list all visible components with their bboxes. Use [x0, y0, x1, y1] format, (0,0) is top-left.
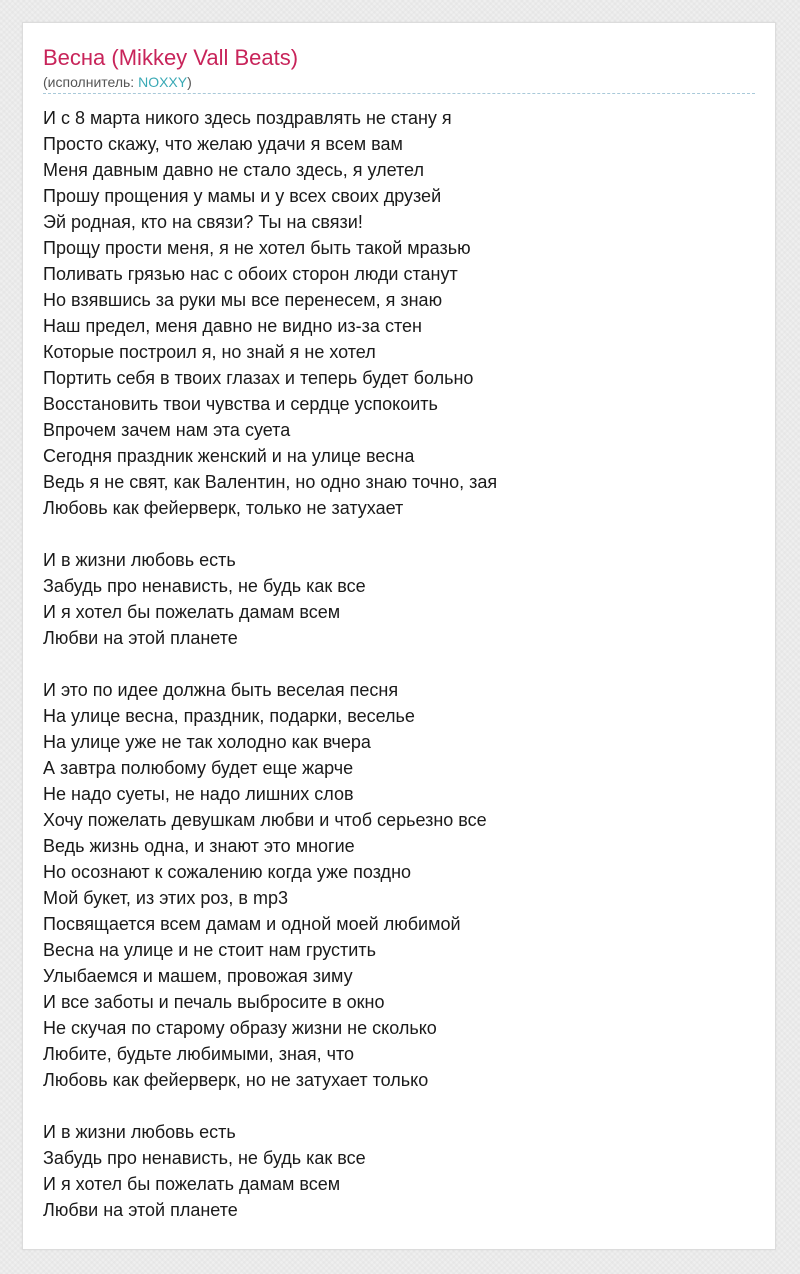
- lyric-line: И с 8 марта никого здесь поздравлять не стану я: [43, 108, 452, 128]
- lyric-line: На улице весна, праздник, подарки, веселье: [43, 706, 415, 726]
- lyric-line: И в жизни любовь есть: [43, 1122, 236, 1142]
- lyric-line: Прошу прощения у мамы и у всех своих друзей: [43, 186, 442, 206]
- lyric-line: Весна на улице и не стоит нам грустить: [43, 940, 376, 960]
- artist-line: [43, 73, 192, 91]
- lyrics-text: [43, 105, 757, 1249]
- lyric-line: Любите, будьте любимыми, зная, что: [43, 1044, 355, 1064]
- lyric-line: Эй родная, кто на связи? Ты на связи!: [43, 212, 363, 232]
- lyric-line: И я хотел бы пожелать дамам всем: [43, 1174, 341, 1194]
- lyric-line: Забудь про ненависть, не будь как все: [43, 576, 366, 596]
- lyrics-card: [22, 22, 776, 1250]
- lyric-line: Любовь как фейерверк, но не затухает только: [43, 1070, 429, 1090]
- lyrics-stanza: [43, 547, 757, 651]
- artist-suffix: ): [187, 74, 192, 90]
- lyric-line: Сегодня праздник женский и на улице весна: [43, 446, 415, 466]
- lyric-line: Наш предел, меня давно не видно из-за стен: [43, 316, 422, 336]
- artist-link[interactable]: NOXXY: [138, 74, 188, 90]
- lyric-line: Меня давным давно не стало здесь, я улетел: [43, 160, 424, 180]
- lyric-line: И это по идее должна быть веселая песня: [43, 680, 399, 700]
- lyric-line: Портить себя в твоих глазах и теперь будет больно: [43, 368, 474, 388]
- lyric-line: Не надо суеты, не надо лишних слов: [43, 784, 354, 804]
- lyrics-stanza: [43, 1119, 757, 1223]
- lyric-line: Посвящается всем дамам и одной моей любимой: [43, 914, 461, 934]
- lyric-line: Но взявшись за руки мы все перенесем, я знаю: [43, 290, 443, 310]
- lyric-line: Восстановить твои чувства и сердце успокоить: [43, 394, 438, 414]
- lyric-line: Но осознают к сожалению когда уже поздно: [43, 862, 412, 882]
- song-title: Весна (Mikkey Vall Beats): [43, 45, 299, 70]
- lyric-line: Любви на этой планете: [43, 628, 238, 648]
- lyric-line: Ведь я не свят, как Валентин, но одно знаю точно, зая: [43, 472, 498, 492]
- title-divider: [43, 93, 755, 94]
- lyric-line: Любовь как фейерверк, только не затухает: [43, 498, 404, 518]
- lyric-line: А завтра полюбому будет еще жарче: [43, 758, 354, 778]
- lyric-line: Мой букет, из этих роз, в mp3: [43, 888, 288, 908]
- lyrics-stanza: [43, 105, 757, 521]
- lyric-line: Хочу пожелать девушкам любви и чтоб серьезно все: [43, 810, 487, 830]
- lyric-line: Впрочем зачем нам эта суета: [43, 420, 291, 440]
- lyric-line: И в жизни любовь есть: [43, 550, 236, 570]
- lyrics-stanza: [43, 677, 757, 1093]
- lyric-line: На улице уже не так холодно как вчера: [43, 732, 371, 752]
- lyric-line: И все заботы и печаль выбросите в окно: [43, 992, 385, 1012]
- lyric-line: И я хотел бы пожелать дамам всем: [43, 602, 341, 622]
- lyric-line: Забудь про ненависть, не будь как все: [43, 1148, 366, 1168]
- lyric-line: Любви на этой планете: [43, 1200, 238, 1220]
- lyric-line: Улыбаемся и машем, провожая зиму: [43, 966, 353, 986]
- lyric-line: Ведь жизнь одна, и знают это многие: [43, 836, 355, 856]
- lyric-line: Просто скажу, что желаю удачи я всем вам: [43, 134, 403, 154]
- lyric-line: Не скучая по старому образу жизни не сколько: [43, 1018, 437, 1038]
- lyric-line: Которые построил я, но знай я не хотел: [43, 342, 376, 362]
- artist-prefix: (исполнитель:: [43, 74, 139, 90]
- lyric-line: Поливать грязью нас с обоих сторон люди станут: [43, 264, 458, 284]
- lyric-line: Прощу прости меня, я не хотел быть такой мразью: [43, 238, 471, 258]
